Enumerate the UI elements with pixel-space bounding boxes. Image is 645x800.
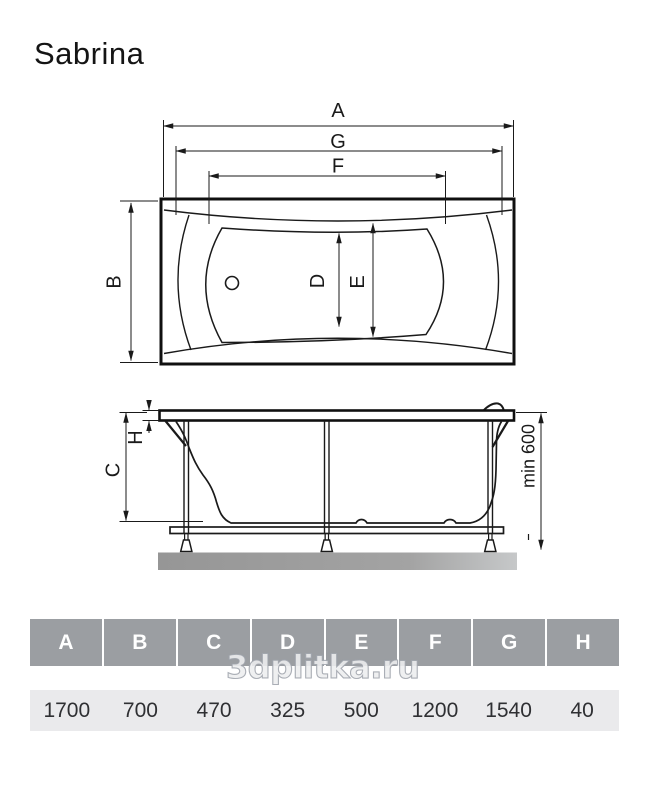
dim-label-h: H [125,430,147,445]
watermark: 3dplitka.ru [226,648,420,686]
dim-label-min600: min 600 [518,423,539,489]
tub-side-profile [176,422,502,524]
table-value-cell: 325 [270,698,306,722]
table-value-cell: 1200 [411,698,459,722]
table-value-row [30,690,619,731]
table-header-cell: A [30,619,102,666]
table-header-cell: G [473,619,545,666]
frame-braces [166,421,509,447]
frame-foot-left [181,534,192,552]
dim-c [120,413,204,522]
table-value-cell: 500 [343,698,379,722]
table-value-cell: 1540 [485,698,532,722]
dim-label-a: A [331,100,345,122]
tub-outer-rect [161,199,514,364]
table-header-cell: H [547,619,619,666]
dim-label-b: B [103,275,126,289]
dim-label-f: F [331,155,345,178]
page-title: Sabrina [34,36,145,71]
table-header-cell: C [178,619,250,666]
table-value-cell: 470 [196,698,232,722]
ground-shadow [158,553,517,571]
table-value-cell: 1700 [43,698,91,722]
dim-h [143,401,161,433]
dim-label-c: C [102,462,125,478]
table-value-cell: 700 [122,698,158,722]
frame-bottom-bar [170,527,504,534]
dim-label-e: E [347,275,369,289]
table-value-cell: 40 [570,698,594,722]
frame-foot-middle [321,534,528,552]
table-header-cell: B [104,619,176,666]
table-header-cell: E [326,619,398,666]
side-view-drawing [158,403,529,570]
frame-foot-right [485,534,496,552]
frame-posts [184,421,493,535]
top-view-drawing [161,199,514,364]
rim-side-bar [160,411,515,421]
table-header-cell: D [252,619,324,666]
table-header-cell: F [399,619,471,666]
dim-label-d: D [307,273,329,289]
dim-b [120,201,158,363]
dim-label-g: G [330,131,346,153]
